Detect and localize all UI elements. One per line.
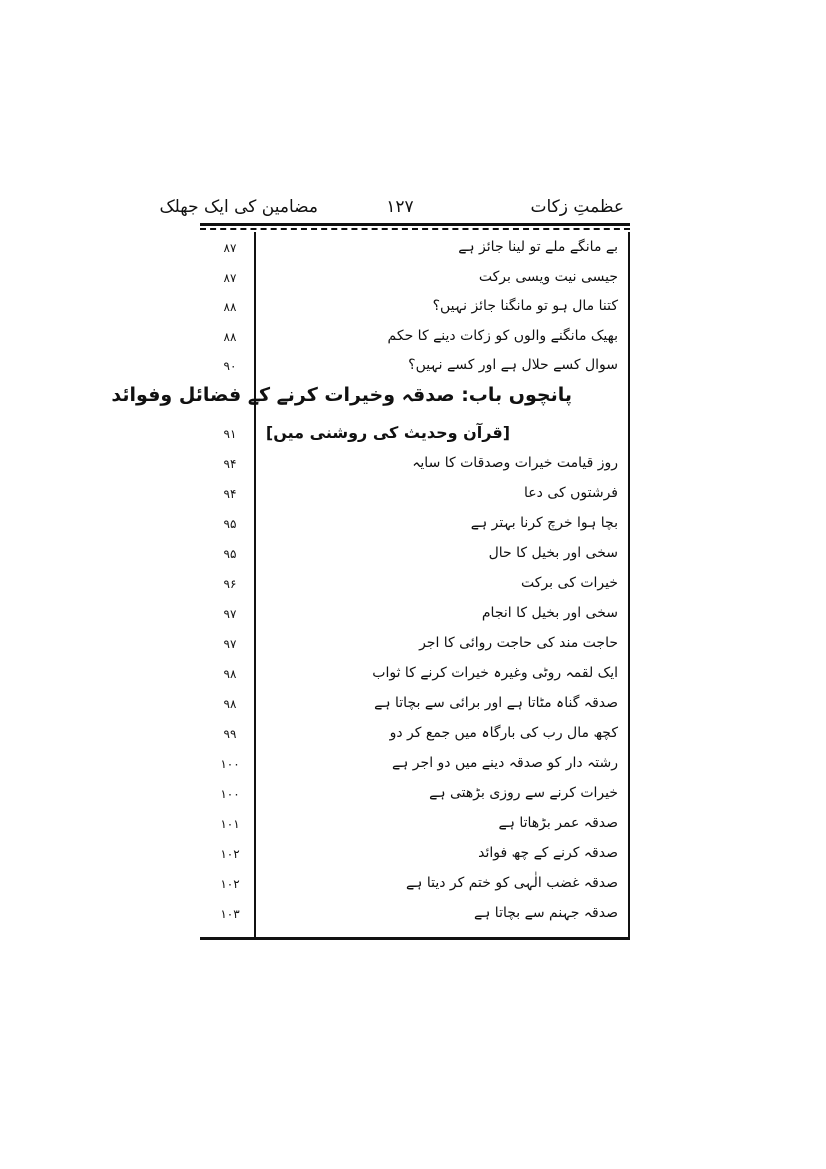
toc-entry-title: جیسی نیت ویسی برکت xyxy=(478,269,618,285)
header-rule xyxy=(200,223,630,226)
toc-row[interactable] xyxy=(200,868,626,898)
toc-entry-page: ۹۶ xyxy=(223,577,237,591)
section-title: مضامین کی ایک جھلک xyxy=(159,197,318,217)
toc-entry-page: ۸۷ xyxy=(223,271,237,285)
toc-entry-page: ۹۴ xyxy=(223,487,237,501)
chapter-subheading[interactable] xyxy=(200,418,626,448)
toc-entry-title: صدقہ کرنے کے چھ فوائد xyxy=(478,845,618,861)
toc-entry-title: بے مانگے ملے تو لینا جائز ہے xyxy=(458,239,618,255)
toc-entry-title: رشتہ دار کو صدقہ دینے میں دو اجر ہے xyxy=(391,755,618,771)
book-title: عظمتِ زکات xyxy=(530,197,624,217)
page-number: ۱۲۷ xyxy=(386,197,414,217)
chapter-page: ۹۱ xyxy=(223,427,237,441)
toc-row[interactable] xyxy=(200,898,626,928)
toc-row[interactable] xyxy=(200,688,626,718)
toc-row[interactable] xyxy=(200,718,626,748)
toc-entry-page: ۸۷ xyxy=(223,241,237,255)
toc-entry-title: صدقہ گناہ مٹاتا ہے اور برائی سے بچاتا ہے xyxy=(374,695,618,711)
toc-row[interactable] xyxy=(200,262,626,292)
toc-entry-page: ۸۸ xyxy=(223,330,237,344)
toc-entry-page: ۱۰۲ xyxy=(220,847,240,861)
toc-entry-title: صدقہ جہنم سے بچاتا ہے xyxy=(473,905,618,921)
chapter-heading[interactable] xyxy=(111,382,626,416)
toc-entry-page: ۱۰۳ xyxy=(220,907,240,921)
toc-entry-page: ۱۰۰ xyxy=(220,787,240,801)
toc-row[interactable] xyxy=(200,448,626,478)
toc-entry-title: خیرات کرنے سے روزی بڑھتی ہے xyxy=(429,785,618,801)
toc-entry-title: خیرات کی برکت xyxy=(521,575,618,591)
toc-entry-title: صدقہ عمر بڑھاتا ہے xyxy=(498,815,618,831)
toc-entry-page: ۱۰۱ xyxy=(220,817,240,831)
toc-entry-title: کتنا مال ہو تو مانگنا جائز نہیں؟ xyxy=(432,298,618,314)
toc-entry-page: ۸۸ xyxy=(223,300,237,314)
toc-entry-page: ۹۵ xyxy=(223,517,237,531)
toc-entry-page: ۱۰۲ xyxy=(220,877,240,891)
toc-row[interactable] xyxy=(200,808,626,838)
chapter-title: پانچوں باب: صدقہ وخیرات کرنے کے فضائل وفوائد xyxy=(111,384,572,406)
toc-entry-page: ۹۷ xyxy=(223,607,237,621)
toc-entry-title: سخی اور بخیل کا انجام xyxy=(481,605,618,621)
toc-entry-title: بھیک مانگنے والوں کو زکات دینے کا حکم xyxy=(387,328,618,344)
toc-entry-title: ایک لقمہ روٹی وغیرہ خیرات کرنے کا ثواب xyxy=(372,665,618,681)
toc-entry-page: ۹۴ xyxy=(223,457,237,471)
toc-row[interactable] xyxy=(200,748,626,778)
toc-row[interactable] xyxy=(200,778,626,808)
toc-row[interactable] xyxy=(200,508,626,538)
toc-entry-page: ۹۰ xyxy=(223,359,237,373)
toc-entry-page: ۹۸ xyxy=(223,697,237,711)
chapter-subtitle: [قرآن وحدیث کی روشنی میں] xyxy=(265,423,510,442)
toc-row[interactable] xyxy=(200,478,626,508)
header-dashed-rule xyxy=(200,228,630,230)
toc-row[interactable] xyxy=(200,291,626,321)
toc-row[interactable] xyxy=(200,658,626,688)
toc-entry-title: صدقہ غضب الٰہی کو ختم کر دیتا ہے xyxy=(405,875,618,891)
toc-entry-title: حاجت مند کی حاجت روائی کا اجر xyxy=(419,635,618,651)
toc-row[interactable] xyxy=(200,628,626,658)
toc-entry-title: فرشتوں کی دعا xyxy=(524,485,618,501)
toc-entry-page: ۹۹ xyxy=(223,727,237,741)
toc-row[interactable] xyxy=(200,350,626,380)
toc-entry-page: ۱۰۰ xyxy=(220,757,240,771)
toc-entry-page: ۹۵ xyxy=(223,547,237,561)
toc-row[interactable] xyxy=(200,321,626,351)
toc-row[interactable] xyxy=(200,538,626,568)
toc-entry-title: سخی اور بخیل کا حال xyxy=(488,545,618,561)
toc-row[interactable] xyxy=(200,232,626,262)
toc-entry-title: سوال کسے حلال ہے اور کسے نہیں؟ xyxy=(408,357,618,373)
toc-row[interactable] xyxy=(200,838,626,868)
toc-row[interactable] xyxy=(200,568,626,598)
toc-entry-title: روز قیامت خیرات وصدقات کا سایہ xyxy=(412,455,618,471)
toc-row[interactable] xyxy=(200,598,626,628)
toc-entry-page: ۹۸ xyxy=(223,667,237,681)
toc-entry-page: ۹۷ xyxy=(223,637,237,651)
toc-entry-title: بچا ہوا خرچ کرنا بہتر ہے xyxy=(470,515,618,531)
toc-entry-title: کچھ مال رب کی بارگاہ میں جمع کر دو xyxy=(389,725,618,741)
